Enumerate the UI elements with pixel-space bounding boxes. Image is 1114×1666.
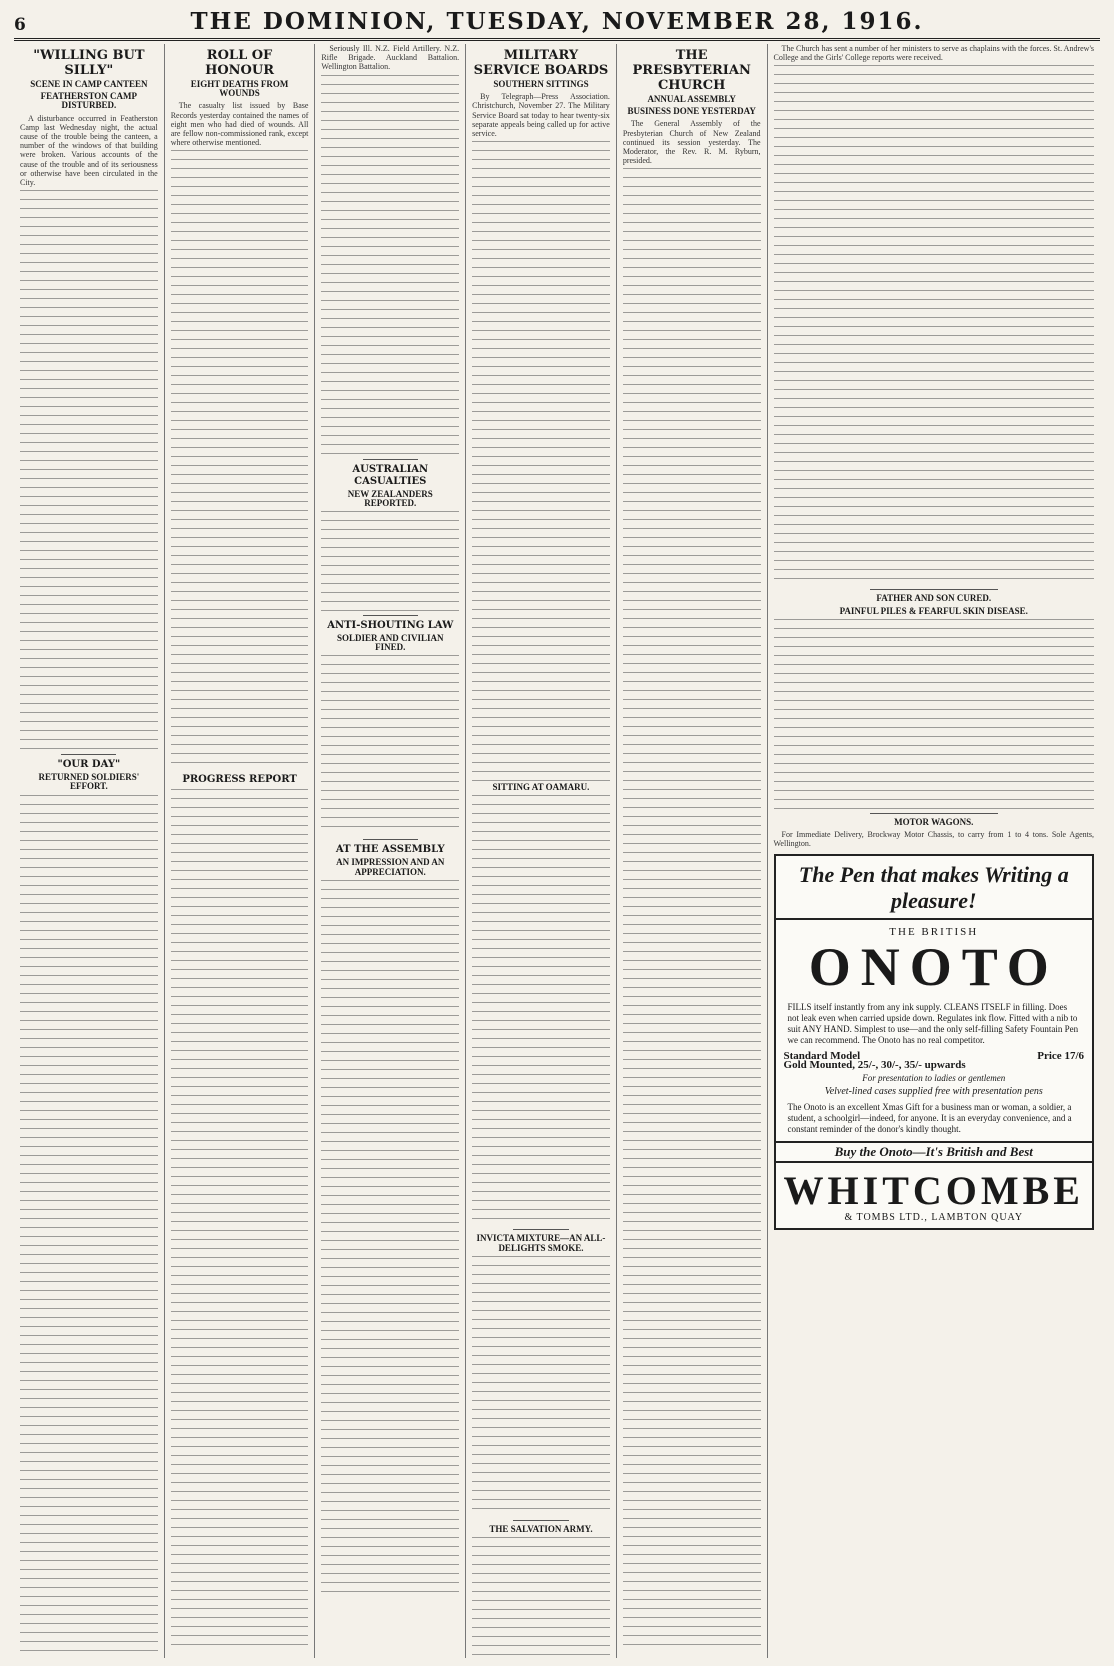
ad-tagline: The Pen that makes Writing a pleasure! [776, 862, 1092, 920]
subhead-oamaru: SITTING AT OAMARU. [492, 782, 590, 793]
headline-roll-of-honour: ROLL OF HONOUR [205, 48, 275, 78]
column-1 [14, 44, 165, 1658]
subhead-scene-canteen: SCENE IN CAMP CANTEEN [30, 79, 148, 89]
headline-willing-but-silly: "WILLING BUT SILLY" [33, 48, 145, 78]
subhead-invicta: INVICTA MIXTURE—AN ALL-DELIGHTS SMOKE. [476, 1233, 606, 1253]
ad-address: & TOMBS LTD., LAMBTON QUAY [844, 1211, 1024, 1223]
column-5 [617, 44, 768, 1658]
newspaper-title: THE DOMINION, TUESDAY, NOVEMBER 28, 1916. [190, 8, 924, 35]
ad-slogan: Buy the Onoto—It's British and Best [776, 1141, 1092, 1162]
ad-velvet: Velvet-lined cases supplied free with presentation pens [824, 1086, 1043, 1098]
ad-shop: WHITCOMBE [783, 1167, 1084, 1213]
column-3 [315, 44, 466, 1658]
ad-gift: The Onoto is an excellent Xmas Gift for a business man or woman, a soldier, a student, a schoolgirl—indeed, for anyone. It is an everyday convenience, and a constant reminder of the donor's kindly thought. [787, 1102, 1072, 1135]
subhead-eight-deaths: EIGHT DEATHS FROM WOUNDS [190, 79, 289, 99]
ad-brand: ONOTO [808, 936, 1059, 997]
ad-presentation: For presentation to ladies or gentlemen [862, 1073, 1006, 1084]
article-text: By Telegraph—Press Association. Christchurch, November 27. The Military Service Board sat today to hear twenty-six separate appeals being called up for active service. [472, 92, 610, 139]
subhead-southern-sittings: SOUTHERN SITTINGS [493, 79, 589, 89]
article-text: A disturbance occurred in Featherston Camp last Wednesday night, the actual cause of the trouble being the canteen, a number of the windows of that building were broken. Various accounts of the cause of the trouble and of its seriousness or otherwise have been circulated in the City. [20, 113, 158, 188]
subhead-painful-piles: PAINFUL PILES & FEARFUL SKIN DISEASE. [839, 605, 1028, 616]
ad-model: Standard Model [783, 1049, 861, 1062]
subhead-featherston: FEATHERSTON CAMP DISTURBED. [40, 91, 138, 111]
article-text: The Church has sent a number of her ministers to serve as chaplains with the forces. St. Andrew's College and the Girls' College reports were received. [773, 44, 1094, 63]
onoto-advertisement [774, 854, 1094, 1229]
subhead-salvation-army: THE SALVATION ARMY. [489, 1523, 593, 1534]
headline-presbyterian: THE PRESBYTERIAN CHURCH [632, 48, 751, 93]
subhead-soldier-civilian: SOLDIER AND CIVILIAN FINED. [336, 633, 444, 653]
columns [14, 44, 1100, 1658]
headline-anti-shouting-law: ANTI-SHOUTING LAW [327, 620, 454, 632]
subhead-motor-wagons: MOTOR WAGONS. [894, 816, 974, 827]
headline-at-the-assembly: AT THE ASSEMBLY [335, 844, 445, 856]
column-2 [165, 44, 316, 1658]
subhead-annual-assembly: ANNUAL ASSEMBLY [647, 94, 736, 104]
subhead-business-done: BUSINESS DONE YESTERDAY [627, 106, 756, 117]
subhead-father-son: FATHER AND SON CURED. [876, 593, 992, 604]
subhead-impression: AN IMPRESSION AND AN APPRECIATION. [336, 857, 445, 877]
column-4 [466, 44, 617, 1658]
headline-our-day: "OUR DAY" [57, 759, 121, 771]
subhead-returned-soldiers: RETURNED SOLDIERS' EFFORT. [38, 772, 140, 792]
motor-wagons-text: For Immediate Delivery, Brockway Motor Chassis, to carry from 1 to 4 tons. Sole Agents, Wellington. [773, 830, 1094, 849]
article-text: The General Assembly of the Presbyterian Church of New Zealand continued its session yesterday. The Moderator, the Rev. R. M. Ryburn, presided. [622, 119, 761, 166]
subhead-new-zealanders: NEW ZEALANDERS REPORTED. [347, 488, 433, 508]
headline-military-service: MILITARY SERVICE BOARDS [473, 48, 609, 78]
article-text: Seriously Ill. N.Z. Field Artillery. N.Z. Rifle Brigade. Auckland Battalion. Wellington Battalion. [321, 44, 460, 72]
masthead [14, 4, 1100, 41]
headline-australian-casualties: AUSTRALIAN CASUALTIES [352, 463, 429, 487]
ad-body: FILLS itself instantly from any ink supply. CLEANS ITSELF in filling. Does not leak even when carried upside down. Regulates ink flow. Fitted with a nib to suit ANY HAND. Simplest to use—and the only self-filling Safety Fountain Pen we can recommend. The Onoto has no real competitor. [787, 1001, 1079, 1045]
page-number: 6 [14, 15, 26, 35]
article-text: The casualty list issued by Base Records yesterday contained the names of eight men who had died of wounds. All are fellow non-commissioned rank, except where otherwise mentioned. [170, 101, 309, 148]
ad-british: THE BRITISH [889, 926, 979, 939]
column-6 [768, 44, 1100, 1658]
headline-progress-report: PROGRESS REPORT [182, 774, 297, 786]
ad-gold-mounted: Gold Mounted, 25/-, 30/-, 35/- upwards [783, 1058, 966, 1071]
ad-price: Price 17/6 [1037, 1049, 1084, 1062]
